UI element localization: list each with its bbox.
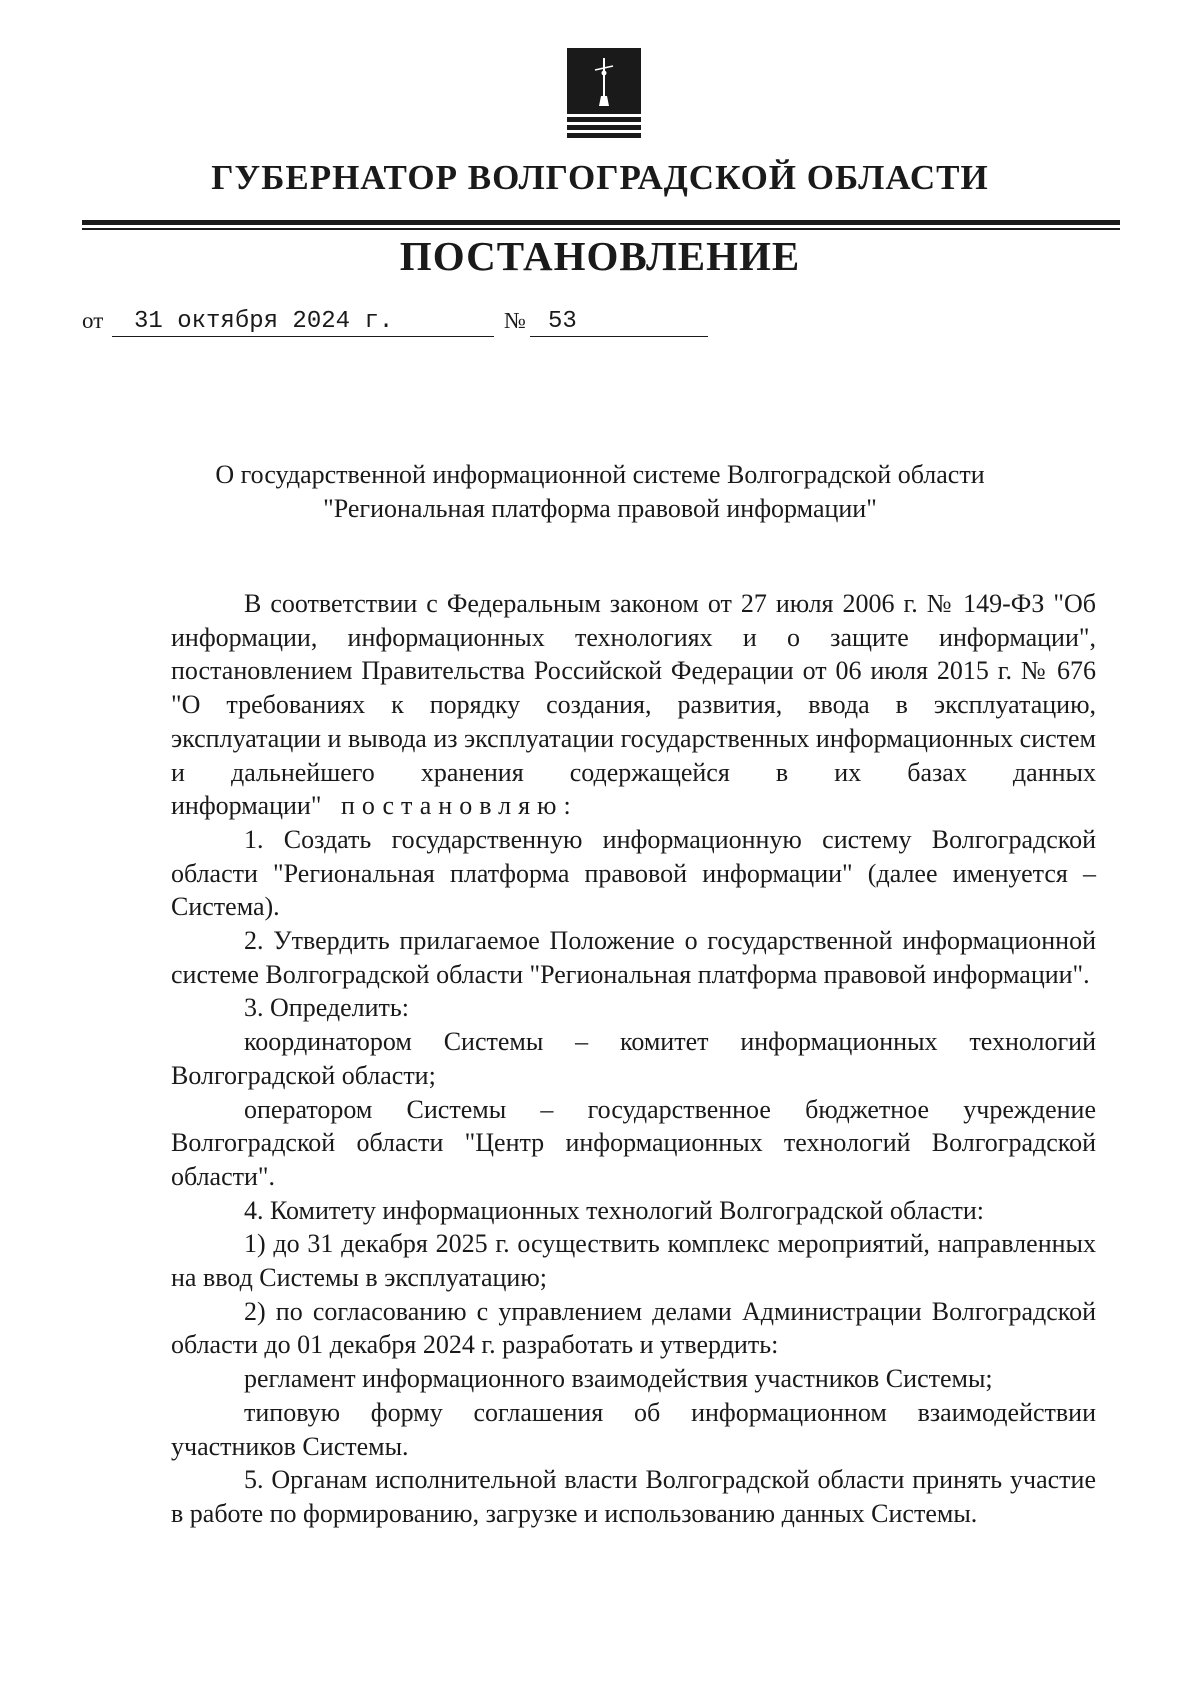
clause-1: 1. Создать государственную информационную систему Волгоградской области "Региональная платформа правовой информации" (далее именуется – Система). — [171, 824, 1096, 922]
date-label: от — [82, 308, 104, 333]
document-type: ПОСТАНОВЛЕНИЕ — [399, 233, 801, 279]
document-subject — [0, 458, 1200, 526]
volgograd-coat-of-arms-icon — [566, 48, 642, 148]
date-value: 31 октября 2024 г. — [112, 308, 494, 337]
decree-word: постановляю: — [340, 791, 578, 821]
clause-3: 3. Определить: — [244, 993, 409, 1023]
clause-4-2: 2) по согласованию с управлением делами Администрации Волгоградской области до 01 декабря 2024 г. разработать и утвердить: — [171, 1296, 1096, 1360]
number-label: № — [504, 308, 526, 333]
number-value: 53 — [530, 308, 708, 337]
document-body — [171, 587, 1096, 1531]
clause-5: 5. Органам исполнительной власти Волгоградской области принять участие в работе по формированию, загрузке и использованию данных Системы. — [171, 1465, 1096, 1528]
clause-4: 4. Комитету информационных технологий Волгоградской области: — [244, 1195, 984, 1225]
clause-4-2-regulation: регламент информационного взаимодействия участников Системы; — [244, 1364, 993, 1394]
document-date — [112, 308, 494, 338]
header-rule-thin — [82, 228, 1120, 230]
preamble-paragraph — [171, 587, 1096, 823]
clause-2: 2. Утвердить прилагаемое Положение о государственной информационной системе Волгоградской области "Региональная платформа правовой информации". — [171, 926, 1096, 989]
subject-line-2: "Региональная платформа правовой информации" — [323, 494, 877, 523]
header-rule-thick — [82, 220, 1120, 225]
clause-3-operator: оператором Системы – государственное бюджетное учреждение Волгоградской области "Центр информационных технологий Волгоградской области". — [171, 1094, 1096, 1191]
clause-3-coordinator: координатором Системы – комитет информационных технологий Волгоградской области; — [171, 1027, 1096, 1090]
clause-4-2-agreement: типовую форму соглашения об информационном взаимодействии участников Системы. — [171, 1397, 1096, 1461]
clause-4-1: 1) до 31 декабря 2025 г. осуществить комплекс мероприятий, направленных на ввод Системы в эксплуатацию; — [171, 1229, 1096, 1293]
preamble-text: В соответствии с Федеральным законом от 27 июля 2006 г. № 149-ФЗ "Об информации, информационных технологиях и о защите информации", постановлением Правительства Российской Федерации от 06 июля 2015 г. № 676 "О требованиях к порядку создания, развития, ввода в эксплуатацию, эксплуатации и вывода из эксплуатации государственных информационных систем и дальнейшего хранения содержащейся в их базах данных информации" — [171, 589, 1097, 821]
subject-line-1: О государственной информационной системе Волгоградской области — [215, 460, 985, 489]
document-number — [530, 308, 708, 338]
issuing-authority: ГУБЕРНАТОР ВОЛГОГРАДСКОЙ ОБЛАСТИ — [211, 158, 989, 197]
